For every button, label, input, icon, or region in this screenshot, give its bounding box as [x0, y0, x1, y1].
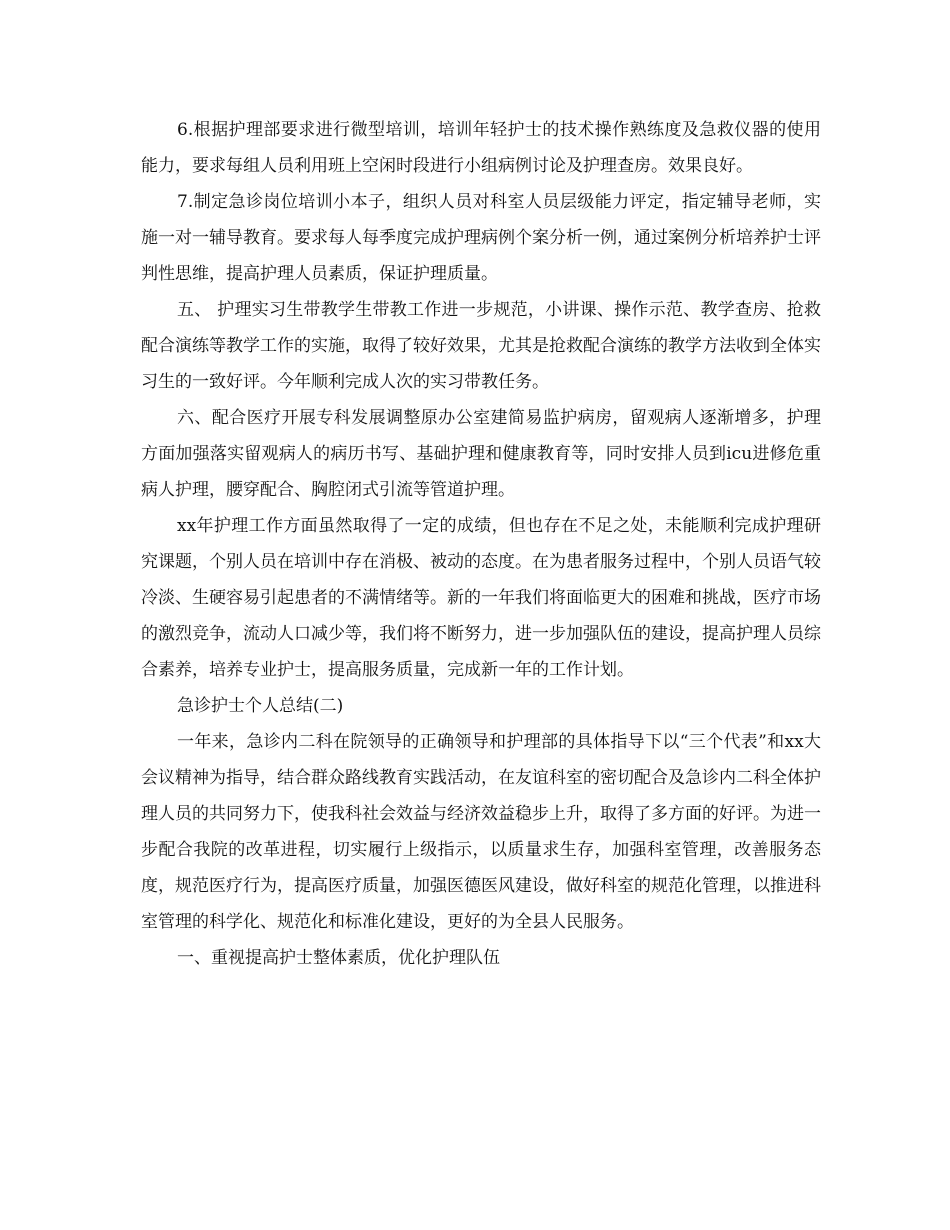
paragraph-mentoring: 7.制定急诊岗位培训小本子，组织人员对科室人员层级能力评定，指定辅导老师，实施一对一辅导教育。要求每人每季度完成护理病例个案分析一例，通过案例分析培养护士评判性思维，提高护理人员素质，保证护理质量。	[141, 192, 821, 284]
document-body	[141, 112, 821, 976]
section-heading-summary-two: 急诊护士个人总结(二)	[177, 696, 344, 716]
paragraph-intern-teaching: 五、 护理实习生带教学生带教工作进一步规范，小讲课、操作示范、教学查房、抢救配合演练等教学工作的实施，取得了较好效果，尤其是抢救配合演练的教学方法收到全体实习生的一致好评。今年顺利完成人次的实习带教任务。	[141, 300, 821, 392]
paragraph-year-overview: 一年来，急诊内二科在院领导的正确领导和护理部的具体指导下以“三个代表”和xx大会议精神为指导，结合群众路线教育实践活动，在友谊科室的密切配合及急诊内二科全体护理人员的共同努力下，使我科社会效益与经济效益稳步上升，取得了多方面的好评。为进一步配合我院的改革进程，切实履行上级指示，以质量求生存，加强科室管理，改善服务态度，规范医疗行为，提高医疗质量，加强医德医风建设，做好科室的规范化管理，以推进科室管理的科学化、规范化和标准化建设，更好的为全县人民服务。	[141, 732, 821, 932]
paragraph-monitoring-ward: 六、配合医疗开展专科发展调整原办公室建简易监护病房，留观病人逐渐增多，护理方面加强落实留观病人的病历书写、基础护理和健康教育等，同时安排人员到icu进修危重病人护理，腰穿配合、胸腔闭式引流等管道护理。	[141, 408, 821, 500]
section-heading-quality: 一、重视提高护士整体素质，优化护理队伍	[177, 948, 500, 968]
paragraph-training: 6.根据护理部要求进行微型培训，培训年轻护士的技术操作熟练度及急救仪器的使用能力，要求每组人员利用班上空闲时段进行小组病例讨论及护理查房。效果良好。	[141, 120, 821, 176]
paragraph-shortcomings: xx年护理工作方面虽然取得了一定的成绩，但也存在不足之处，未能顺利完成护理研究课题，个别人员在培训中存在消极、被动的态度。在为患者服务过程中，个别人员语气较冷淡、生硬容易引起患者的不满情绪等。新的一年我们将面临更大的困难和挑战，医疗市场的激烈竞争，流动人口减少等，我们将不断努力，进一步加强队伍的建设，提高护理人员综合素养，培养专业护士，提高服务质量，完成新一年的工作计划。	[141, 516, 821, 680]
